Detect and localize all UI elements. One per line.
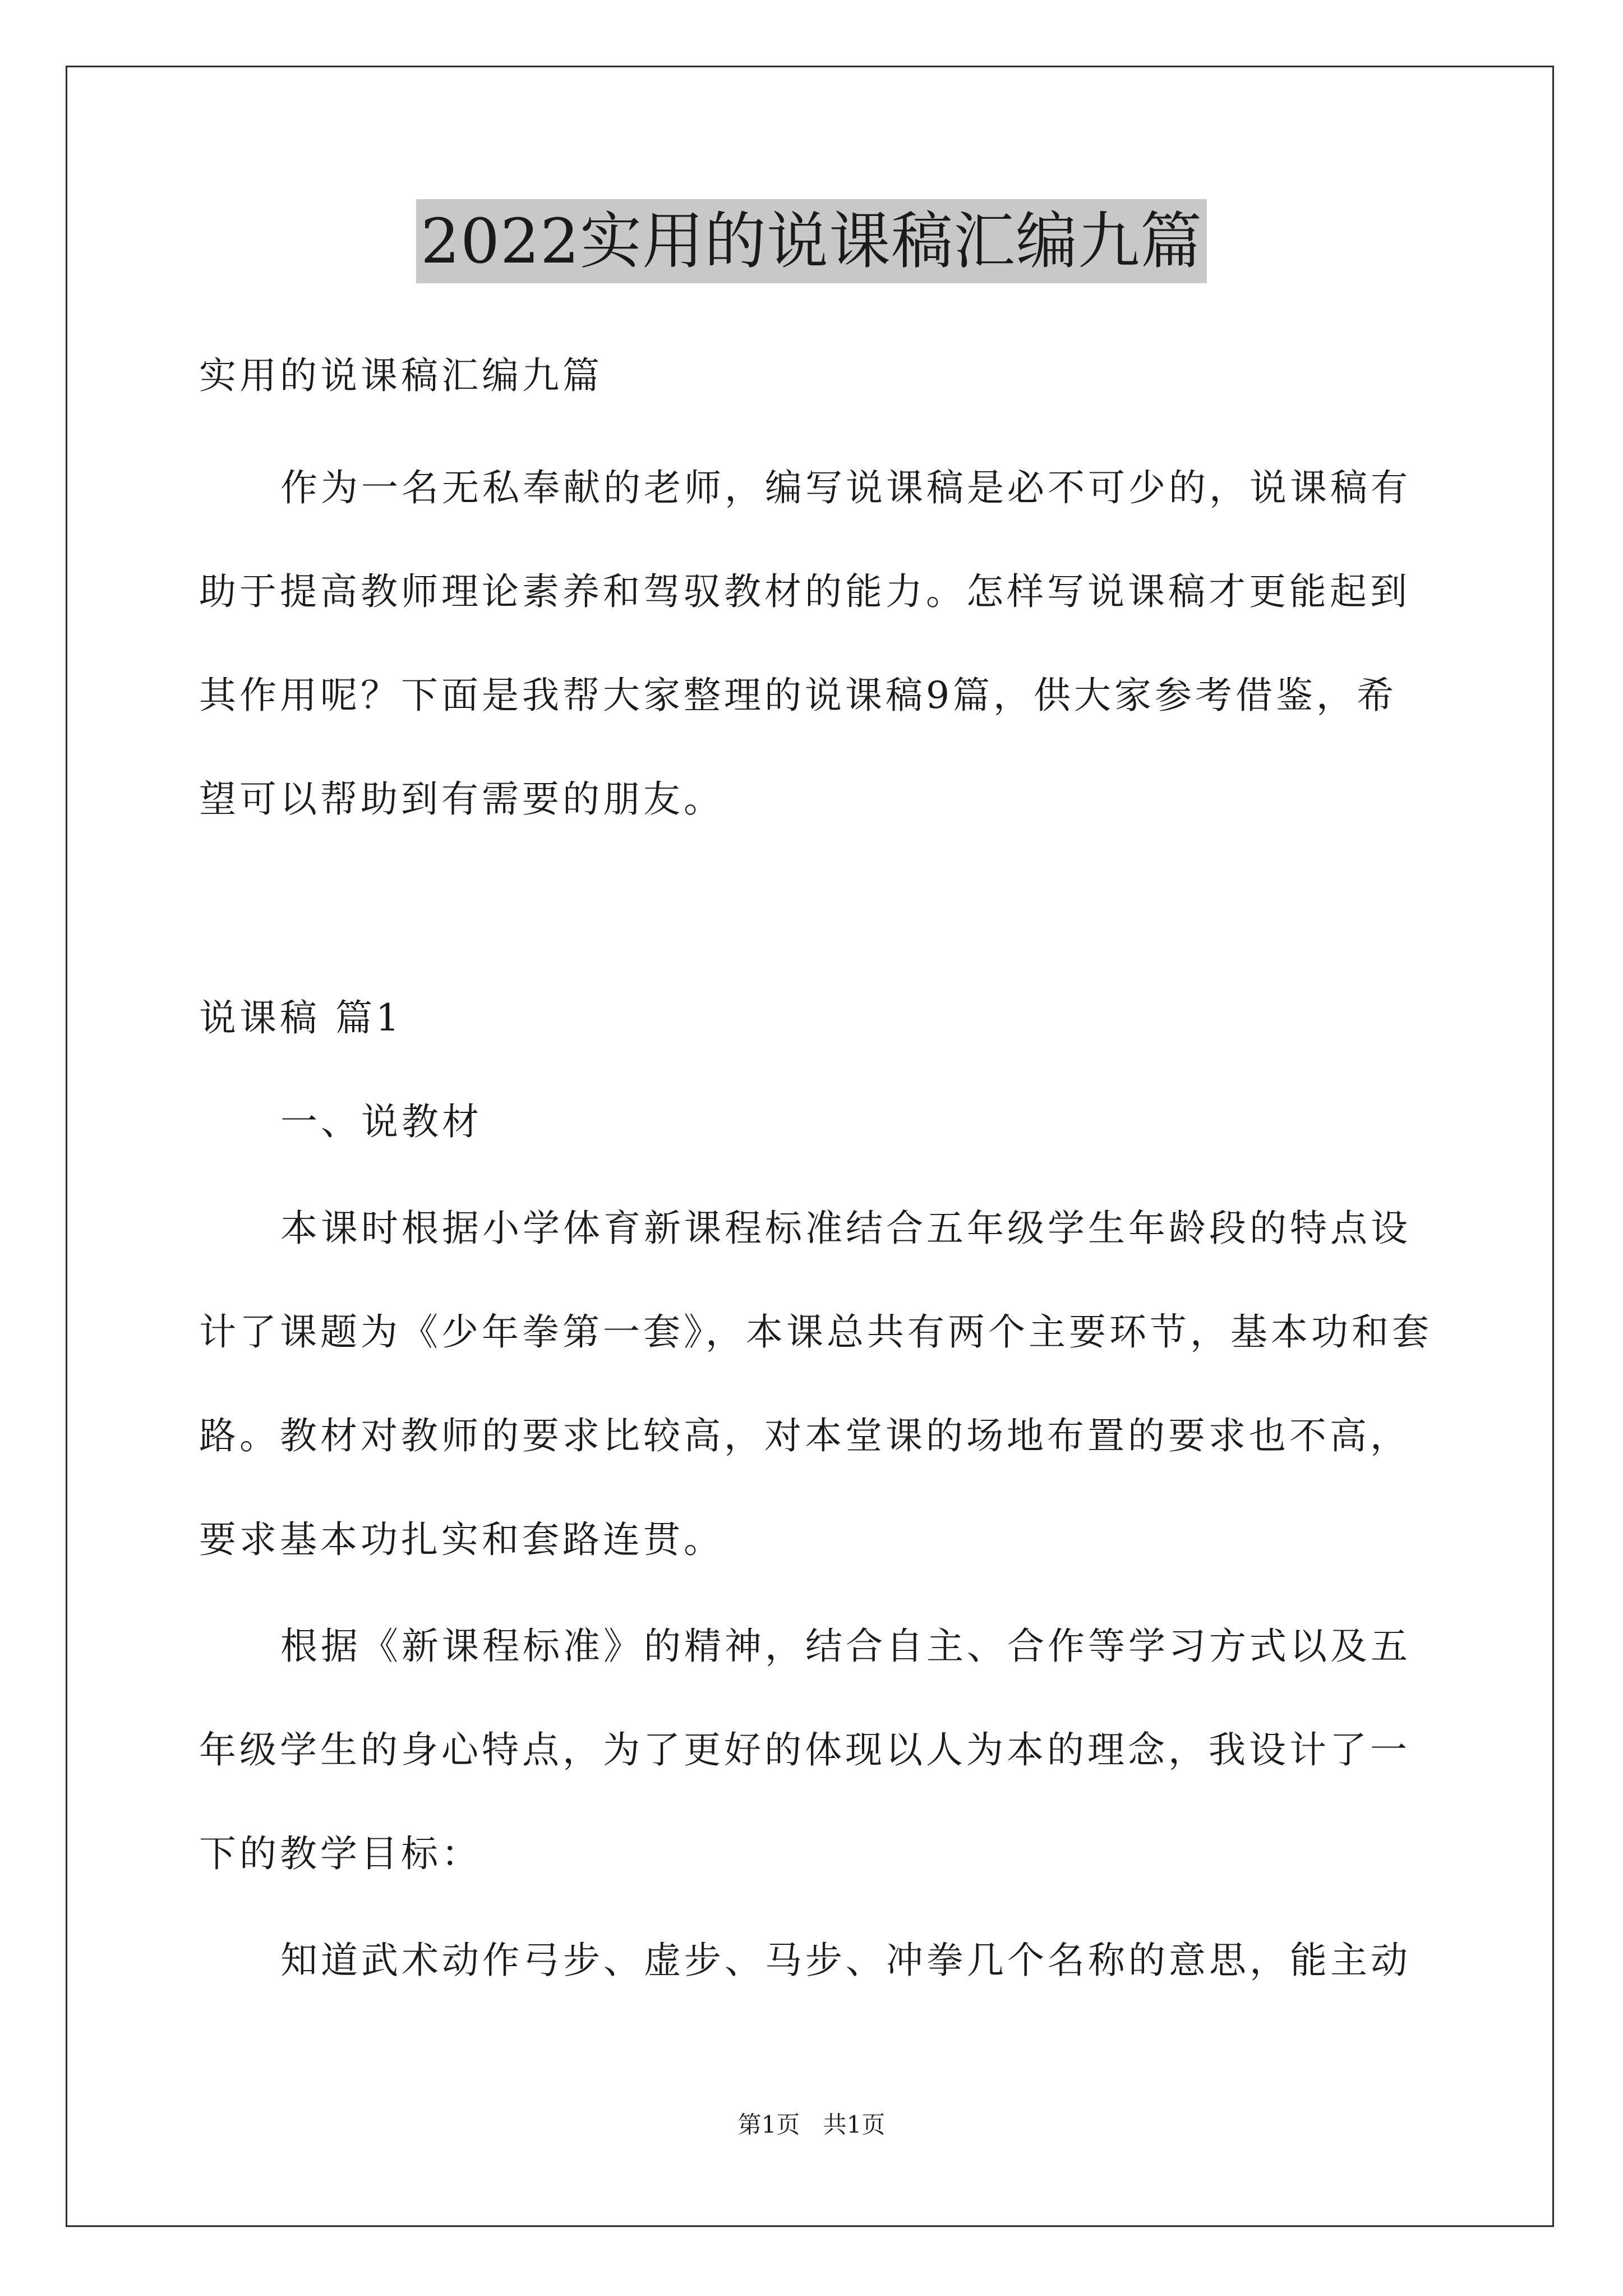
- para1-line-1: 本课时根据小学体育新课程标准结合五年级学生年龄段的特点设: [280, 1207, 1411, 1250]
- para3-line-1: 知道武术动作弓步、虚步、马步、冲拳几个名称的意思，能主动: [280, 1939, 1411, 1982]
- title-container: [0, 199, 1623, 283]
- para2-line-1: 根据《新课程标准》的精神，结合自主、合作等学习方式以及五: [280, 1625, 1411, 1668]
- para1-line-4: 要求基本功扎实和套路连贯。: [199, 1518, 724, 1561]
- document-subtitle: 实用的说课稿汇编九篇: [199, 354, 603, 397]
- page-number-total: 共1页: [823, 2111, 886, 2138]
- page-number-current: 第1页: [737, 2111, 800, 2138]
- para1-line-3: 路。教材对教师的要求比较高，对本堂课的场地布置的要求也不高，: [199, 1414, 1410, 1457]
- para2-line-3: 下的教学目标：: [199, 1832, 482, 1875]
- subsection-heading: 一、说教材: [280, 1100, 482, 1143]
- intro-line-1: 作为一名无私奉献的老师，编写说课稿是必不可少的，说课稿有: [280, 466, 1411, 509]
- section-heading: 说课稿 篇1: [199, 996, 403, 1039]
- document-title: 2022实用的说课稿汇编九篇: [416, 199, 1207, 283]
- intro-line-4: 望可以帮助到有需要的朋友。: [199, 777, 724, 821]
- intro-line-2: 助于提高教师理论素养和驾驭教材的能力。怎样写说课稿才更能起到: [199, 570, 1410, 613]
- para1-line-2: 计了课题为《少年拳第一套》，本课总共有两个主要环节，基本功和套: [199, 1310, 1432, 1354]
- intro-line-3: 其作用呢？下面是我帮大家整理的说课稿9篇，供大家参考借鉴，希: [199, 674, 1397, 717]
- para2-line-2: 年级学生的身心特点，为了更好的体现以人为本的理念，我设计了一: [199, 1728, 1410, 1772]
- page-footer: [0, 2109, 1623, 2141]
